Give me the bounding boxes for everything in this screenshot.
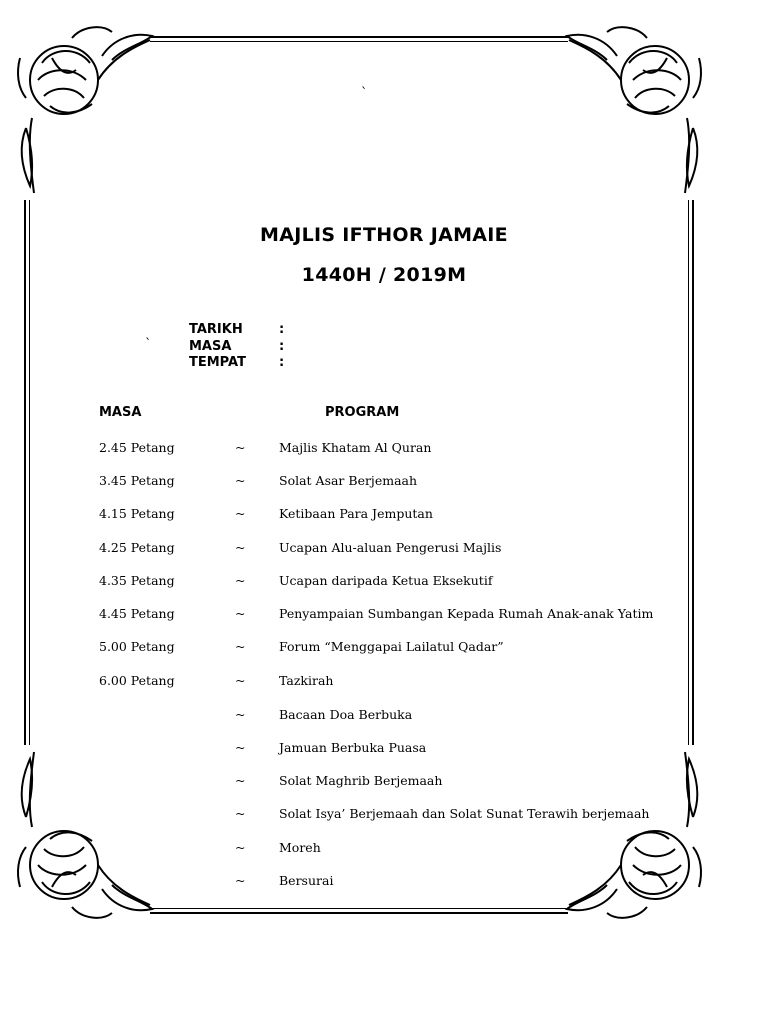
schedule-program: Solat Asar Berjemaah xyxy=(279,473,418,488)
schedule-separator: ~ xyxy=(235,606,246,621)
details-stray-mark: ` xyxy=(145,337,152,352)
schedule-row xyxy=(0,540,768,560)
event-title: MAJLIS IFTHOR JAMAIE xyxy=(260,224,508,246)
schedule-separator: ~ xyxy=(235,707,246,722)
schedule-separator: ~ xyxy=(235,806,246,821)
schedule-time: 3.45 Petang xyxy=(99,473,175,488)
schedule-program: Bacaan Doa Berbuka xyxy=(279,707,413,722)
schedule-separator: ~ xyxy=(235,840,246,855)
schedule-row xyxy=(0,673,768,693)
schedule-header-time: MASA xyxy=(99,405,142,420)
schedule-separator: ~ xyxy=(235,639,246,654)
schedule-program: Moreh xyxy=(279,840,321,855)
schedule-header-program: PROGRAM xyxy=(325,405,400,420)
frame-bottom-inner xyxy=(150,908,568,909)
schedule-row xyxy=(0,440,768,460)
schedule-program: Forum “Menggapai Lailatul Qadar” xyxy=(279,639,504,654)
schedule-row xyxy=(0,639,768,659)
schedule-program: Jamuan Berbuka Puasa xyxy=(279,740,427,755)
event-year: 1440H / 2019M xyxy=(301,264,467,286)
rose-flourish-icon xyxy=(562,742,707,927)
header-mark: ` xyxy=(361,86,368,101)
schedule-time: 5.00 Petang xyxy=(99,639,175,654)
rose-flourish-icon xyxy=(12,742,157,927)
schedule-row xyxy=(0,740,768,760)
schedule-separator: ~ xyxy=(235,740,246,755)
schedule-time: 4.25 Petang xyxy=(99,540,175,555)
schedule-separator: ~ xyxy=(235,673,246,688)
schedule-program: Solat Maghrib Berjemaah xyxy=(279,773,443,788)
schedule-program: Ketibaan Para Jemputan xyxy=(279,506,433,521)
schedule-separator: ~ xyxy=(235,873,246,888)
schedule-row xyxy=(0,707,768,727)
detail-label-date: TARIKH xyxy=(189,322,243,337)
schedule-program: Ucapan Alu-aluan Pengerusi Majlis xyxy=(279,540,502,555)
schedule-separator: ~ xyxy=(235,473,246,488)
schedule-row xyxy=(0,873,768,893)
schedule-program: Bersurai xyxy=(279,873,334,888)
schedule-row xyxy=(0,606,768,626)
detail-colon-time: : xyxy=(279,339,285,354)
schedule-time: 4.15 Petang xyxy=(99,506,175,521)
detail-label-venue: TEMPAT xyxy=(189,355,246,370)
detail-label-time: MASA xyxy=(189,339,232,354)
schedule-time: 6.00 Petang xyxy=(99,673,175,688)
rose-flourish-icon xyxy=(562,18,707,203)
schedule-row xyxy=(0,573,768,593)
schedule-program: Solat Isya’ Berjemaah dan Solat Sunat Terawih berjemaah xyxy=(279,806,650,821)
schedule-separator: ~ xyxy=(235,573,246,588)
frame-bottom-outer xyxy=(150,912,568,914)
frame-top-outer xyxy=(150,36,568,38)
schedule-time: 4.35 Petang xyxy=(99,573,175,588)
schedule-program: Penyampaian Sumbangan Kepada Rumah Anak-anak Yatim xyxy=(279,606,654,621)
schedule-time: 4.45 Petang xyxy=(99,606,175,621)
schedule-program: Ucapan daripada Ketua Eksekutif xyxy=(279,573,493,588)
schedule-row xyxy=(0,840,768,860)
rose-flourish-icon xyxy=(12,18,157,203)
schedule-separator: ~ xyxy=(235,773,246,788)
schedule-program: Tazkirah xyxy=(279,673,334,688)
schedule-row xyxy=(0,773,768,793)
schedule-separator: ~ xyxy=(235,540,246,555)
frame-top-inner xyxy=(150,41,568,42)
schedule-row xyxy=(0,473,768,493)
detail-colon-venue: : xyxy=(279,355,285,370)
schedule-program: Majlis Khatam Al Quran xyxy=(279,440,432,455)
schedule-separator: ~ xyxy=(235,506,246,521)
detail-colon-date: : xyxy=(279,322,285,337)
schedule-time: 2.45 Petang xyxy=(99,440,175,455)
schedule-separator: ~ xyxy=(235,440,246,455)
schedule-row xyxy=(0,806,768,826)
schedule-row xyxy=(0,506,768,526)
